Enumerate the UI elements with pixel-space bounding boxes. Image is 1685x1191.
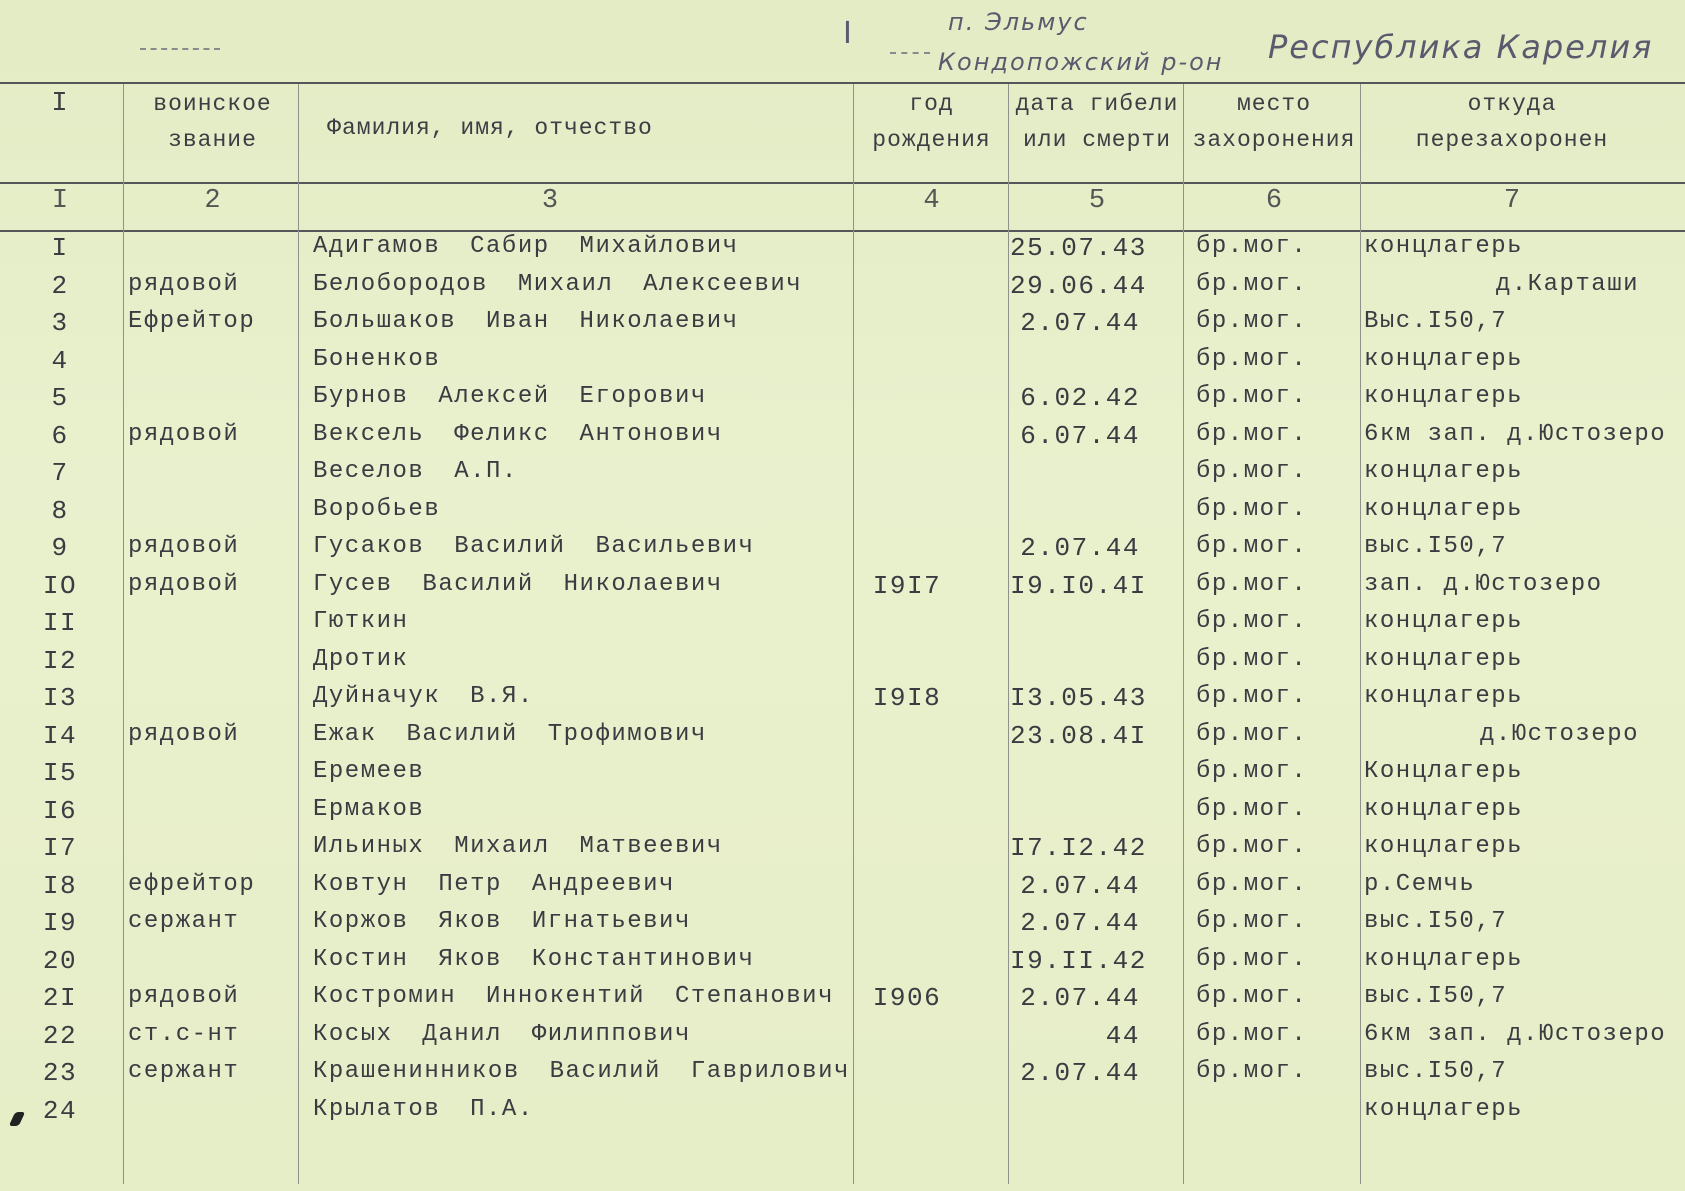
reburied-from: концлагерь [1364,833,1524,860]
handwritten-district: Кондопожский р-он [938,48,1224,76]
table-row [0,233,1685,271]
table-row [0,683,1685,721]
full-name: Коржов Яков Игнатьевич [313,908,691,935]
death-date: 2.07.44 [1020,983,1140,1013]
row-number: 2 [51,270,69,301]
header-col2 [125,86,300,158]
military-rank: рядовой [128,983,240,1010]
death-date: 44 [1105,1020,1140,1051]
burial-place: бр.мог. [1196,570,1308,598]
death-date: 23.08.4I [1010,720,1147,751]
death-date: I7.I2.42 [1010,833,1147,863]
full-name: Еремеев [313,758,425,785]
column-number-3: 3 [541,186,559,216]
header-col5 [1008,86,1186,158]
reburied-from: концлагерь [1364,345,1524,373]
death-date: I9.I0.4I [1010,570,1147,601]
row-number: 22 [42,1020,78,1051]
military-rank: ефрейтор [128,870,256,898]
row-number: 7 [51,458,69,488]
row-number: 2I [42,983,78,1013]
row-number: I5 [42,758,78,788]
death-date: I9.II.42 [1010,945,1147,976]
burial-place: бр.мог. [1196,758,1308,785]
burial-records [0,233,1685,1133]
burial-place: бр.мог. [1196,683,1308,710]
burial-place: бр.мог. [1196,608,1308,635]
row-number: 8 [51,495,69,526]
row-number: 9 [51,533,69,563]
header-col6-line1: место [1236,91,1311,117]
table-row [0,1096,1685,1134]
full-name: Косых Данил Филиппович [313,1020,691,1048]
reburied-from: 6км зап. д.Юстозеро [1364,1020,1667,1048]
reburied-from: концлагерь [1364,383,1524,410]
full-name: Гусаков Василий Васильевич [313,533,755,560]
full-name: Ежак Василий Трофимович [313,720,707,748]
table-row [0,1058,1685,1096]
military-rank: Ефрейтор [128,308,256,335]
full-name: Боненков [313,345,441,373]
header-col1: I [51,89,69,119]
header-col5-line2: или смерти [1022,127,1172,153]
header-col4-line2: рождения [872,127,991,153]
table-row [0,871,1685,909]
reburied-from: выс.I50,7 [1364,533,1508,560]
reburied-from: концлагерь [1364,608,1524,635]
burial-place: бр.мог. [1196,345,1308,373]
column-number-2: 2 [204,186,221,216]
table-row [0,458,1685,496]
header-col3: Фамилия, имя, отчество [327,115,653,141]
full-name: Бурнов Алексей Егорович [313,383,707,410]
table-row [0,533,1685,571]
military-rank: рядовой [128,420,240,448]
military-rank: сержант [128,1058,240,1085]
reburied-from: выс.I50,7 [1364,983,1508,1010]
reburied-from: выс.I50,7 [1364,908,1508,935]
row-number: I [51,233,69,263]
table-row [0,571,1685,609]
full-name: Белобородов Михаил Алексеевич [313,270,803,298]
death-date: 2.07.44 [1020,870,1140,901]
colnum-bottom-rule [0,230,1685,232]
table-row [0,346,1685,384]
header-col6-line2: захоронения [1192,127,1356,153]
death-date: 2.07.44 [1020,533,1140,563]
table-row [0,796,1685,834]
column-number-4: 4 [923,186,940,216]
row-number: I4 [42,720,78,751]
full-name: Дротик [313,645,409,673]
reburied-from: концлагерь [1364,945,1524,973]
column-number-7: 7 [1503,186,1521,216]
reburied-from: концлагерь [1364,458,1524,485]
burial-place: бр.мог. [1196,458,1308,485]
table-row [0,721,1685,759]
row-number: 24 [42,1095,78,1126]
row-number: 5 [51,383,69,413]
full-name: Крашенинников Василий Гаврилович [313,1058,850,1085]
burial-place: бр.мог. [1196,383,1308,410]
handwritten-republic: Республика Карелия [1268,28,1654,66]
table-row [0,758,1685,796]
reburied-from: Концлагерь [1364,758,1524,785]
death-date: 2.07.44 [1020,308,1140,338]
full-name: Большаков Иван Николаевич [313,308,739,335]
birth-year: I906 [872,983,942,1013]
column-number-6: 6 [1265,186,1283,216]
table-row [0,308,1685,346]
full-name: Адигамов Сабир Михайлович [313,233,739,260]
header-col4 [855,86,1008,158]
table-row [0,983,1685,1021]
header-col7-line1: откуда [1467,91,1557,117]
header-col5-line1: дата гибели [1015,91,1179,117]
table-row [0,271,1685,309]
table-row [0,496,1685,534]
burial-place: бр.мог. [1196,233,1308,260]
row-number: IO [42,570,78,601]
table-row [0,1021,1685,1059]
reburied-from: 6км зап. д.Юстозеро [1364,420,1667,448]
burial-place: бр.мог. [1196,1058,1308,1085]
header-col2-line2: звание [168,127,257,153]
reburied-from: концлагерь [1364,233,1524,260]
burial-place: бр.мог. [1196,533,1308,560]
row-number: I2 [42,645,78,676]
reburied-from: концлагерь [1364,795,1524,823]
handwritten-settlement: п. Эльмус [948,8,1089,36]
full-name: Ковтун Петр Андреевич [313,870,675,898]
column-number-1: I [51,186,69,216]
row-number: 3 [51,308,69,338]
burial-place: бр.мог. [1196,420,1308,448]
table-top-rule [0,82,1685,84]
header-col7 [1362,86,1662,158]
burial-place: бр.мог. [1196,495,1308,523]
reburied-from: Выс.I50,7 [1364,308,1508,335]
table-row [0,646,1685,684]
row-number: 20 [42,945,78,976]
military-rank: рядовой [128,533,240,560]
header-col4-line1: год [909,91,954,117]
page-number: I [843,16,854,51]
full-name: Вексель Феликс Антонович [313,420,723,448]
table-row [0,421,1685,459]
death-date: 6.02.42 [1020,383,1140,413]
military-rank: рядовой [128,720,240,748]
full-name: Ильиных Михаил Матвеевич [313,833,723,860]
death-date: 2.07.44 [1020,908,1140,938]
row-number: 6 [51,420,69,451]
burial-place: бр.мог. [1196,1020,1308,1048]
death-date: I3.05.43 [1010,683,1147,713]
full-name: Веселов А.П. [313,458,518,485]
burial-place: бр.мог. [1196,720,1308,748]
row-number: I6 [42,795,78,826]
header-col6 [1185,86,1363,158]
reburied-from: концлагерь [1364,683,1524,710]
row-number: 23 [42,1058,78,1088]
reburied-from: концлагерь [1364,495,1524,523]
reburied-from: р.Семчь [1364,870,1476,898]
death-date: 6.07.44 [1020,420,1140,451]
full-name: Костин Яков Константинович [313,945,755,973]
row-number: I3 [42,683,78,713]
row-number: II [42,608,78,638]
header-col7-line2: перезахоронен [1415,127,1609,153]
military-rank: ст.с-нт [128,1020,240,1048]
burial-place: бр.мог. [1196,983,1308,1010]
full-name: Дуйначук В.Я. [313,683,534,710]
burial-place: бр.мог. [1196,308,1308,335]
burial-place: бр.мог. [1196,870,1308,898]
table-row [0,946,1685,984]
dash-mark-mid [890,52,930,54]
military-rank: рядовой [128,270,240,298]
full-name: Гусев Василий Николаевич [313,570,723,598]
reburied-from: выс.I50,7 [1364,1058,1508,1085]
birth-year: I9I7 [872,570,942,601]
burial-place: бр.мог. [1196,833,1308,860]
full-name: Ермаков [313,795,425,823]
row-number: 4 [51,345,69,376]
death-date: 2.07.44 [1020,1058,1140,1088]
full-name: Воробьев [313,495,441,523]
burial-place: бр.мог. [1196,908,1308,935]
full-name: Костромин Иннокентий Степанович [313,983,834,1010]
reburied-from: д.Юстозеро [1479,720,1639,748]
reburied-from: зап. д.Юстозеро [1364,570,1603,598]
reburied-from: концлагерь [1364,1095,1524,1123]
header-col2-line1: воинское [153,91,272,117]
burial-place: бр.мог. [1196,645,1308,673]
reburied-from: д.Карташи [1495,270,1639,298]
dash-mark-left [140,48,220,50]
burial-place: бр.мог. [1196,795,1308,823]
row-number: I8 [42,870,78,901]
header-bottom-rule [0,182,1685,184]
row-number: I7 [42,833,78,863]
table-row [0,608,1685,646]
row-number: I9 [42,908,78,938]
table-row [0,908,1685,946]
full-name: Крылатов П.А. [313,1095,534,1123]
column-number-5: 5 [1088,186,1106,216]
burial-place: бр.мог. [1196,945,1308,973]
birth-year: I9I8 [872,683,942,713]
military-rank: сержант [128,908,240,935]
table-row [0,383,1685,421]
table-row [0,833,1685,871]
full-name: Гюткин [313,608,409,635]
military-rank: рядовой [128,570,240,598]
burial-place: бр.мог. [1196,270,1308,298]
death-date: 25.07.43 [1010,233,1147,263]
death-date: 29.06.44 [1010,270,1147,301]
reburied-from: концлагерь [1364,645,1524,673]
